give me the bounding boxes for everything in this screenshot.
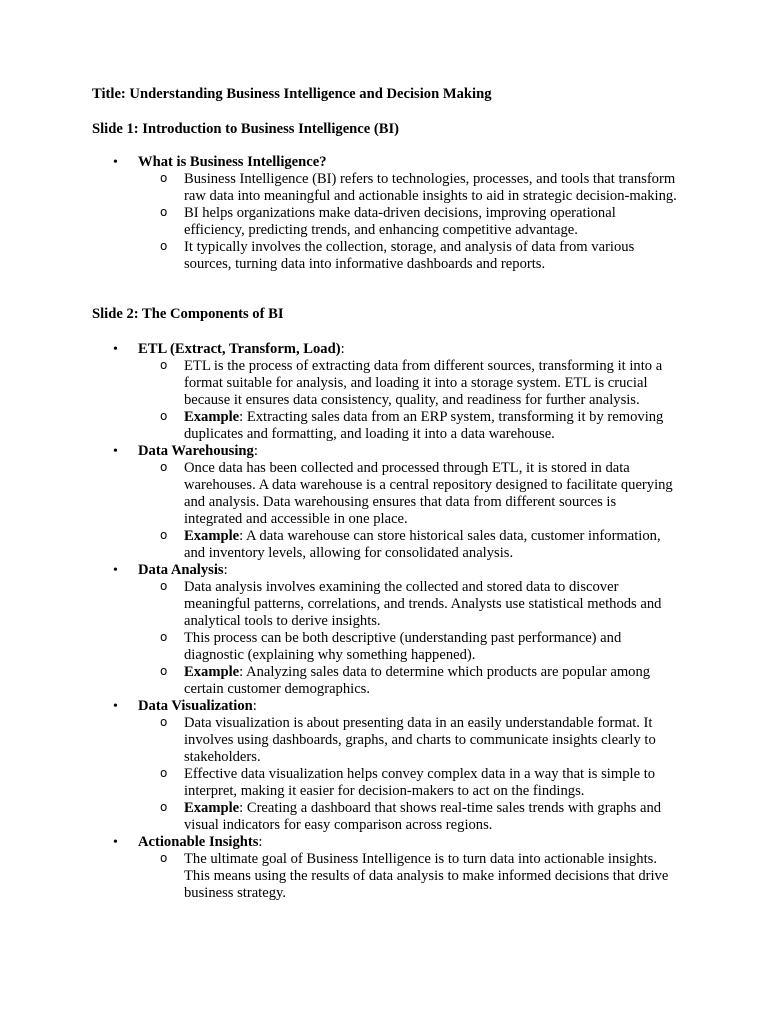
list-item [0,562,768,698]
bullet-label: ETL (Extract, Transform, Load) [138,341,341,357]
document-title: Title: Understanding Business Intelligence and Decision Making [92,86,492,102]
bullet-marker: • [113,563,118,578]
bullet-suffix: : [252,698,257,714]
sub-list [0,358,768,443]
sub-item-text: The ultimate goal of Business Intelligence is to turn data into actionable insights. This means using the results of data analysis to make informed decisions that drive business strategy. [184,851,669,901]
sub-list [0,715,768,834]
sub-list-item [0,851,768,902]
bullet-label: Data Visualization [138,698,253,714]
sub-item-text: Data analysis involves examining the collected and stored data to discover meaningful patterns, correlations, and trends. Analysts use statistical methods and analytical tools to derive insights. [184,579,662,629]
list-item [0,443,768,562]
sub-marker: o [160,630,168,644]
bullet-heading [138,443,768,460]
sub-item-text: Once data has been collected and processed through ETL, it is stored in data warehouses. A data warehouse is a central repository designed to facilitate querying and analysis. Data warehousing ensures that data from different sources is integrated and accessible in one place. [184,460,673,527]
bullet-heading [138,341,768,358]
list-item [0,154,768,273]
bullet-heading [138,154,768,171]
bullet-label: Data Analysis [138,562,224,578]
sub-list-item [0,171,768,205]
bullet-label: Data Warehousing [138,443,254,459]
sub-list-item [0,630,768,664]
sub-list-item [0,664,768,698]
bullet-marker: • [113,835,118,850]
sub-marker: o [160,409,168,423]
sub-list [0,171,768,273]
sub-marker: o [160,766,168,780]
sub-marker: o [160,460,168,474]
example-label: Example [184,800,240,816]
sub-item-text: : Analyzing sales data to determine which products are popular among certain customer demographics. [184,664,651,697]
sub-list-item [0,409,768,443]
sub-item-text: It typically involves the collection, storage, and analysis of data from various sources, turning data into informative dashboards and reports. [184,239,635,272]
sub-list-item [0,239,768,273]
example-label: Example [184,528,240,544]
sub-marker: o [160,851,168,865]
list-item [0,834,768,902]
sub-item-text: : A data warehouse can store historical sales data, customer information, and inventory levels, allowing for consolidated analysis. [184,528,661,561]
slide1-heading: Slide 1: Introduction to Business Intelligence (BI) [92,121,400,137]
sub-marker: o [160,664,168,678]
sub-list-item [0,579,768,630]
sub-item-text: BI helps organizations make data-driven decisions, improving operational efficiency, predicting trends, and enhancing competitive advantage. [184,205,616,238]
sub-item-text: Effective data visualization helps convey complex data in a way that is simple to interpret, making it easier for decision-makers to act on the findings. [184,766,656,799]
sub-item-text: This process can be both descriptive (understanding past performance) and diagnostic (explaining why something happened). [184,630,622,663]
sub-list-item [0,528,768,562]
sub-marker: o [160,358,168,372]
bullet-label: What is Business Intelligence? [138,154,327,170]
bullet-marker: • [113,444,118,459]
bullet-marker: • [113,699,118,714]
slide2-heading: Slide 2: The Components of BI [92,306,284,322]
bullet-suffix: : [253,443,258,459]
bullet-suffix: : [258,834,263,850]
sub-list [0,460,768,562]
sub-item-text: ETL is the process of extracting data from different sources, transforming it into a format suitable for analysis, and loading it into a storage system. ETL is crucial because it ensures data consistency, quality, and readiness for further analysis. [184,358,663,408]
bullet-suffix: : [340,341,345,357]
sub-list-item [0,358,768,409]
sub-marker: o [160,528,168,542]
bullet-heading [138,698,768,715]
sub-marker: o [160,715,168,729]
sub-list-item [0,715,768,766]
sub-marker: o [160,579,168,593]
sub-item-text: Data visualization is about presenting data in an easily understandable format. It involves using dashboards, graphs, and charts to communicate insights clearly to stakeholders. [184,715,656,765]
sub-marker: o [160,171,168,185]
sub-item-text: Business Intelligence (BI) refers to technologies, processes, and tools that transform raw data into meaningful and actionable insights to aid in strategic decision-making. [184,171,677,204]
sub-item-text: : Extracting sales data from an ERP system, transforming it by removing duplicates and formatting, and loading it into a data warehouse. [184,409,664,442]
example-label: Example [184,664,240,680]
sub-list-item [0,205,768,239]
sub-list-item [0,766,768,800]
bullet-heading [138,562,768,579]
sub-list [0,579,768,698]
list-item [0,698,768,834]
slide2-list [0,341,768,902]
sub-list-item [0,800,768,834]
sub-marker: o [160,800,168,814]
sub-list [0,851,768,902]
bullet-heading [138,834,768,851]
bullet-marker: • [113,342,118,357]
sub-list-item [0,460,768,528]
slide1-list [0,154,768,273]
list-item [0,341,768,443]
bullet-label: Actionable Insights [138,834,259,850]
sub-item-text: : Creating a dashboard that shows real-time sales trends with graphs and visual indicators for easy comparison across regions. [184,800,662,833]
sub-marker: o [160,239,168,253]
bullet-suffix: : [223,562,228,578]
example-label: Example [184,409,240,425]
sub-marker: o [160,205,168,219]
bullet-marker: • [113,155,118,170]
